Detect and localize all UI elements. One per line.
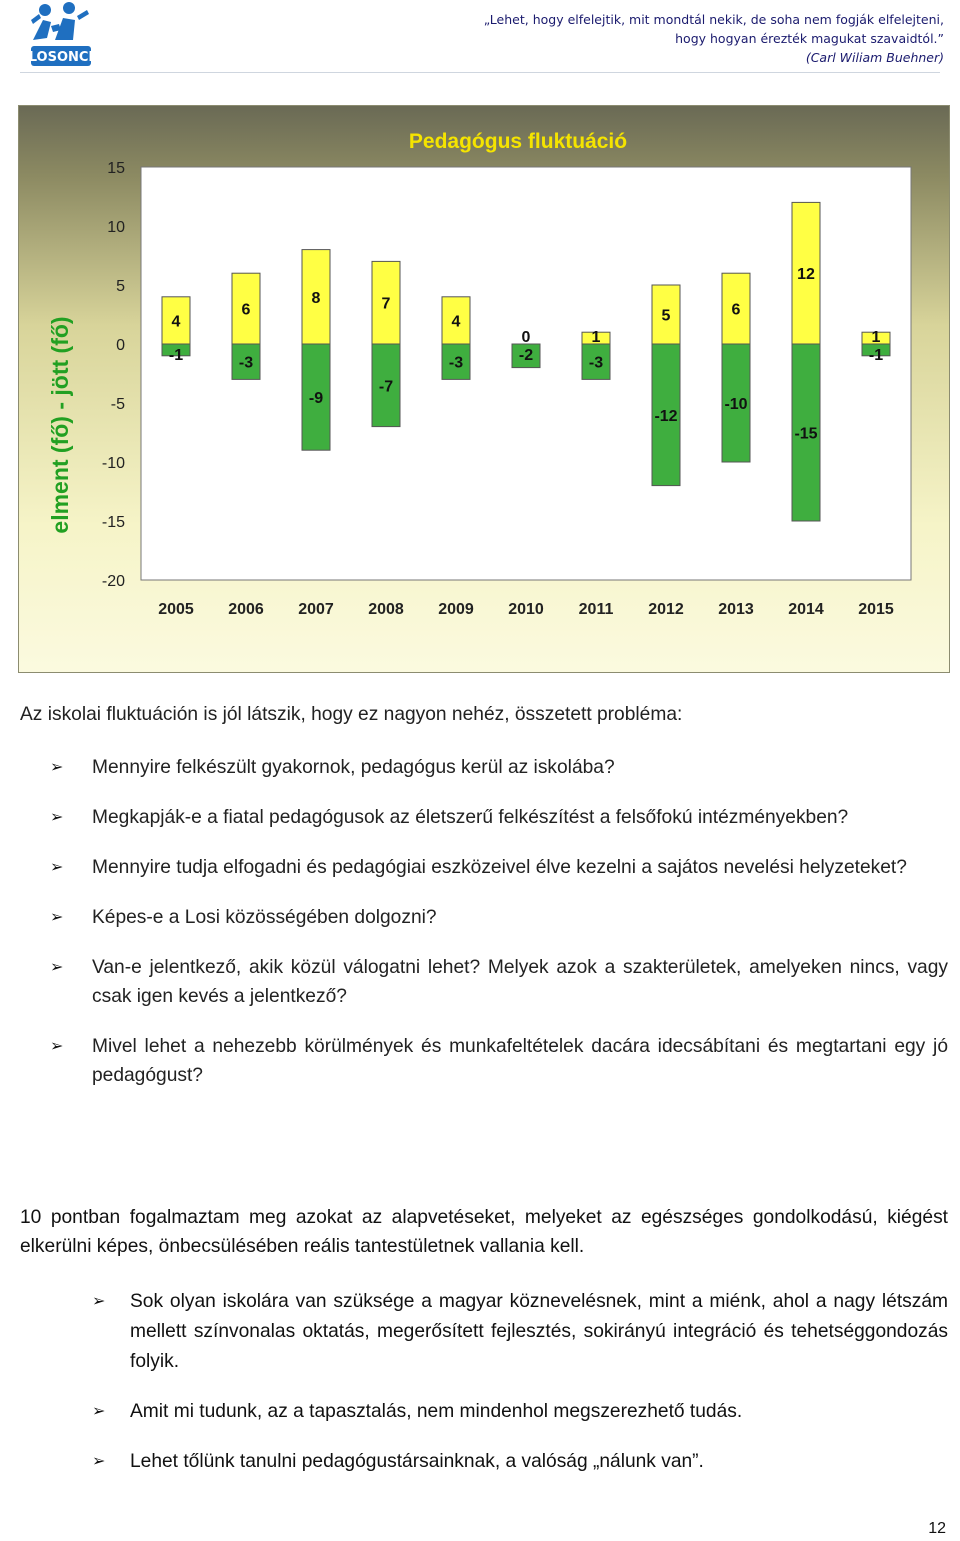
arrow-bullet-icon: ➢: [50, 959, 64, 976]
list-item: [20, 953, 948, 1011]
y-tick-label: 10: [107, 219, 125, 236]
data-label-left: -10: [724, 396, 748, 413]
x-tick-label: 2010: [508, 601, 544, 618]
y-axis-label-separator: -: [47, 395, 73, 417]
x-tick-label: 2007: [298, 601, 334, 618]
data-label-left: -1: [868, 347, 884, 364]
list-item-text: Amit mi tudunk, az a tapasztalás, nem mindenhol megszerezhető tudás.: [130, 1401, 743, 1422]
data-label-arrived: 5: [661, 307, 671, 325]
data-label-arrived: 4: [171, 313, 181, 331]
x-tick-label: 2014: [788, 601, 824, 618]
quote-line-1: „Lehet, hogy elfelejtik, mit mondtál nekik, de soha nem fogják elfelejteni,: [483, 12, 944, 27]
header-divider: [20, 72, 940, 73]
y-tick-label: -10: [101, 455, 125, 472]
list-item-text: Sok olyan iskolára van szüksége a magyar köznevelésnek, mint a miénk, ahol a nagy létszám mellett színvonalas oktatás, megerősített fejlesztés, sokirányú integráció és tehetséggondozás folyik.: [130, 1291, 948, 1372]
data-label-arrived: 7: [381, 295, 391, 313]
list-item-text: Lehet tőlünk tanulni pedagógustársainknak, a valóság „nálunk van”.: [130, 1451, 704, 1472]
quote-author: (Carl Wiliam Buehner): [805, 50, 944, 65]
y-axis-label-left: elment (fő): [47, 416, 73, 534]
list-item: [20, 1032, 948, 1090]
y-tick-label: -5: [110, 396, 125, 413]
arrow-bullet-icon: ➢: [50, 809, 64, 826]
arrow-bullet-icon: ➢: [50, 859, 64, 876]
list-item-text: Van-e jelentkező, akik közül válogatni lehet? Melyek azok a szakterületek, amelyeken nincs, vagy csak igen kevés a jelentkező?: [92, 957, 948, 1007]
list-item: [20, 1287, 948, 1377]
data-label-arrived: 8: [311, 289, 321, 307]
y-axis-label-right: jött (fő): [47, 316, 73, 396]
chart-title: Pedagógus fluktuáció: [408, 130, 628, 153]
school-logo: [25, 0, 97, 70]
arrow-bullet-icon: ➢: [92, 1453, 106, 1470]
data-label-arrived: 0: [521, 329, 531, 346]
x-tick-label: 2013: [718, 601, 754, 618]
fluctuation-chart: [18, 105, 948, 671]
data-label-left: -2: [518, 347, 534, 364]
data-label-arrived: 6: [731, 301, 741, 319]
data-label-left: -15: [794, 425, 818, 443]
data-label-arrived: 1: [591, 329, 601, 346]
list-item-text: Mennyire felkészült gyakornok, pedagógus kerül az iskolába?: [92, 757, 615, 778]
logo-text: LOSONCI: [28, 50, 94, 65]
x-tick-label: 2005: [158, 601, 194, 618]
question-list: [20, 753, 948, 1111]
x-tick-label: 2012: [648, 601, 684, 618]
arrow-bullet-icon: ➢: [50, 909, 64, 926]
list-item-text: Mivel lehet a nehezebb körülmények és munkafeltételek dacára idecsábítani és megtartani egy jó pedagógust?: [92, 1036, 948, 1086]
list-item: [20, 1397, 948, 1427]
list-item: [20, 753, 948, 782]
header-quote: [424, 10, 944, 67]
children-figures-icon: [31, 2, 89, 40]
list-item-text: Megkapják-e a fiatal pedagógusok az életszerű felkészítést a felsőfokú intézményekben?: [92, 807, 849, 828]
list-item: [20, 903, 948, 932]
data-label-left: -12: [654, 407, 678, 425]
arrow-bullet-icon: ➢: [50, 1038, 64, 1055]
data-label-left: -1: [168, 347, 184, 364]
y-tick-label: -20: [101, 573, 125, 590]
data-label-arrived: 6: [241, 301, 251, 319]
data-label-left: -7: [378, 378, 394, 396]
data-label-arrived: 1: [871, 329, 881, 346]
x-tick-label: 2011: [578, 601, 614, 618]
x-tick-label: 2009: [438, 601, 474, 618]
x-tick-label: 2008: [368, 601, 404, 618]
x-tick-labels: [158, 601, 894, 618]
data-label-left: -3: [448, 354, 464, 372]
y-tick-label: 15: [107, 160, 125, 177]
y-tick-label: 0: [116, 337, 125, 354]
list-item-text: Mennyire tudja elfogadni és pedagógiai eszközeivel élve kezelni a sajátos nevelési helyzeteket?: [92, 857, 907, 878]
list-item: [20, 853, 948, 882]
y-tick-label: -15: [101, 514, 125, 531]
arrow-bullet-icon: ➢: [50, 759, 64, 776]
page-number: 12: [928, 1520, 946, 1537]
list-item: [20, 803, 948, 832]
statement-list: [20, 1287, 948, 1497]
quote-line-2: hogy hogyan érezték magukat szavaidtól.”: [675, 31, 944, 46]
y-tick-label: 5: [116, 278, 125, 295]
list-item-text: Képes-e a Losi közösségében dolgozni?: [92, 907, 437, 928]
y-axis-label: [47, 316, 73, 533]
arrow-bullet-icon: ➢: [92, 1403, 106, 1420]
summary-paragraph: 10 pontban fogalmaztam meg azokat az alapvetéseket, melyeket az egészséges gondolkodású, kiégést elkerülni képes, önbecsülésében reális tantestületnek vallania kell.: [20, 1207, 948, 1257]
x-tick-label: 2015: [858, 601, 894, 618]
arrow-bullet-icon: ➢: [92, 1293, 106, 1310]
data-label-arrived: 4: [451, 313, 461, 331]
data-label-left: -3: [238, 354, 254, 372]
intro-text: Az iskolai fluktuáción is jól látszik, hogy ez nagyon nehéz, összetett probléma:: [20, 704, 683, 725]
list-item: [20, 1447, 948, 1477]
y-tick-labels: [102, 160, 125, 590]
data-label-left: -3: [588, 354, 604, 372]
x-tick-label: 2006: [228, 601, 264, 618]
data-label-arrived: 12: [797, 266, 815, 284]
data-label-left: -9: [308, 390, 324, 408]
